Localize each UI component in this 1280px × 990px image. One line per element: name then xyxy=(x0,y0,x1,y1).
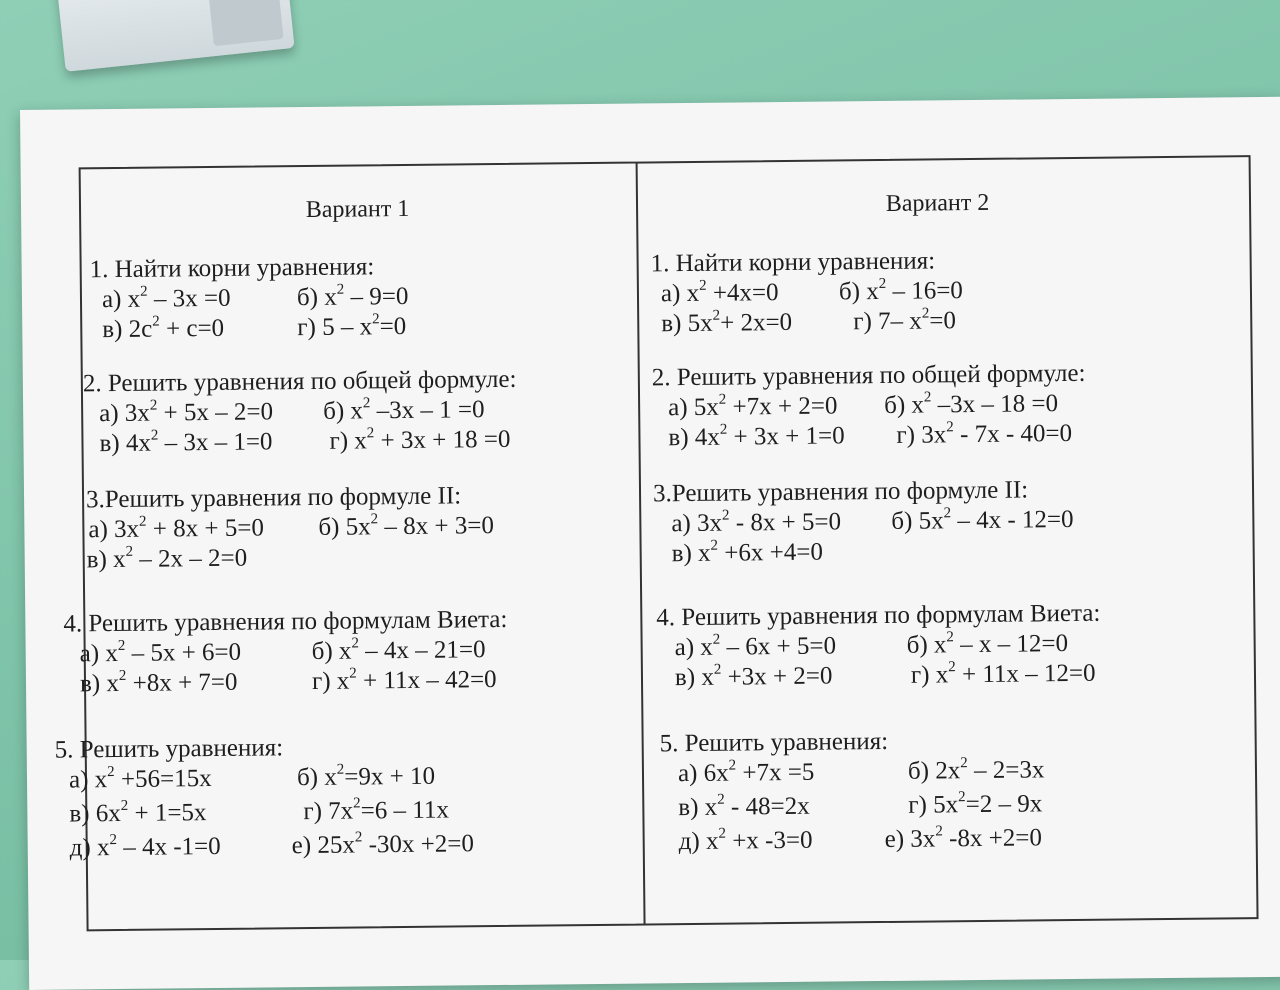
equation-item: в) $x^2 - 48=2x$ xyxy=(678,791,810,822)
equation-item: б) $x^2$ –3x – 1 =0 xyxy=(323,395,485,425)
equation-item: в) $5x^2+ 2x=0$ xyxy=(661,307,793,338)
equation-item: б) $x^2$ –3x – 18 =0 xyxy=(884,389,1059,419)
variant-title: Вариант 2 xyxy=(885,189,990,217)
equation-item: б) $x^2=9x + 10$ xyxy=(296,761,436,792)
equation-item: а) $3x^2 - 8x + 5=0$ xyxy=(671,507,842,538)
equation-item: г) $5x^2=2 - 9x$ xyxy=(908,788,1043,819)
equation-item: б) $x^2 - 4x - 21=0$ xyxy=(311,635,486,665)
equation-item: б) $x^2 - x - 12=0$ xyxy=(906,628,1069,659)
task-4 xyxy=(63,605,508,700)
equation-item: а) $5x^2 +7x + 2=0$ xyxy=(668,391,838,422)
equation-item: в) $6x^2 + 1=5x$ xyxy=(69,797,207,828)
task-title: 1. Найти корни уравнения: xyxy=(650,247,936,278)
variant-title: Вариант 1 xyxy=(305,195,410,224)
equation-item: е) $25x^2$ -30x +2=0 xyxy=(291,829,475,860)
task-title: 1. Найти корни уравнения: xyxy=(89,253,375,284)
worksheet-frame xyxy=(54,155,1259,931)
task-title: 3.Решить уравнения по формуле II: xyxy=(652,476,1029,508)
task-3 xyxy=(86,481,494,575)
equation-item: в) $4x^2 - 3x - 1=0$ xyxy=(99,427,273,458)
equation-item: д) $x^2 +x$ -3=0 xyxy=(678,825,813,856)
equation-item: г) $5 - x^2=0$ xyxy=(297,310,407,342)
equation-item: а) $6x^2 +7x =5$ xyxy=(677,757,815,788)
equation-item: г) $x^2 + 11x - 42=0$ xyxy=(311,665,497,695)
equation-item: б) $2x^2 - 2=3x$ xyxy=(907,754,1045,785)
equation-item: в) $x^2 +3x + 2=0$ xyxy=(674,661,833,692)
equation-item: а) $x^2 +4x=0$ xyxy=(660,277,779,308)
equation-item: г) $3x^2 - 7x - 40=0$ xyxy=(896,418,1073,449)
equation-item: е) $3x^2$ -8x +2=0 xyxy=(884,823,1043,853)
equation-item: г) $x^2 + 11x - 12=0$ xyxy=(910,658,1096,689)
equation-item: а) $x^2 - 3x =0$ xyxy=(101,283,231,314)
worksheet-paper xyxy=(20,97,1280,990)
equation-item: в) $x^2 - 2x - 2=0$ xyxy=(86,543,248,574)
task-1 xyxy=(90,252,409,345)
equation-item: д) $x^2 - 4x$ -1=0 xyxy=(69,831,221,862)
equation-item: б) $5x^2 - 4x - 12=0$ xyxy=(891,504,1074,535)
equation-item: а) $x^2 - 5x + 6=0$ xyxy=(79,637,242,668)
equation-item: в) $4x^2 + 3x + 1=0$ xyxy=(668,421,845,452)
task-title: 4. Решить уравнения по формулам Виета: xyxy=(63,605,508,638)
equation-item: г) $7x^2=6 - 11x$ xyxy=(303,795,450,826)
equation-item: в) $2c^2 + c=0$ xyxy=(102,313,225,344)
task-5 xyxy=(660,725,1046,857)
equation-item: а) $3x^2 + 5x - 2=0$ xyxy=(99,397,274,428)
equation-item: а) $3x^2 + 8x + 5=0$ xyxy=(88,513,265,544)
task-1 xyxy=(650,246,963,339)
equation-item: г) 7– $x^2=0$ xyxy=(853,305,957,336)
equation-item: б) $x^2 - 9=0$ xyxy=(296,281,409,312)
task-2 xyxy=(652,359,1087,454)
task-title: 5. Решить уравнения: xyxy=(54,734,284,764)
task-title: 2. Решить уравнения по общей формуле: xyxy=(82,365,517,398)
variant-2-column xyxy=(638,157,1257,923)
task-title: 5. Решить уравнения: xyxy=(659,727,889,758)
equation-item: а) $x^2 +56=15x$ xyxy=(68,763,212,794)
equation-item: а) $x^2 - 6x + 5=0$ xyxy=(674,631,837,662)
task-title: 3.Решить уравнения по формуле II: xyxy=(85,482,462,514)
equation-item: б) $x^2 - 16=0$ xyxy=(838,275,963,306)
task-title: 4. Решить уравнения по формулам Виета: xyxy=(656,599,1101,632)
equation-item: в) $x^2 +8x + 7=0$ xyxy=(79,667,238,698)
task-5 xyxy=(55,731,475,863)
book-on-desk xyxy=(55,0,294,72)
task-2 xyxy=(83,365,518,460)
task-title: 2. Решить уравнения по общей формуле: xyxy=(651,359,1086,392)
variant-1-column xyxy=(54,164,642,930)
equation-item: г) $x^2 + 3x + 18 =0$ xyxy=(329,424,511,455)
task-4 xyxy=(656,599,1101,694)
equation-item: б) $5x^2 - 8x + 3=0$ xyxy=(318,510,495,541)
task-3 xyxy=(653,475,1074,569)
equation-item: в) $x^2 +6x +4=0$ xyxy=(671,537,824,568)
